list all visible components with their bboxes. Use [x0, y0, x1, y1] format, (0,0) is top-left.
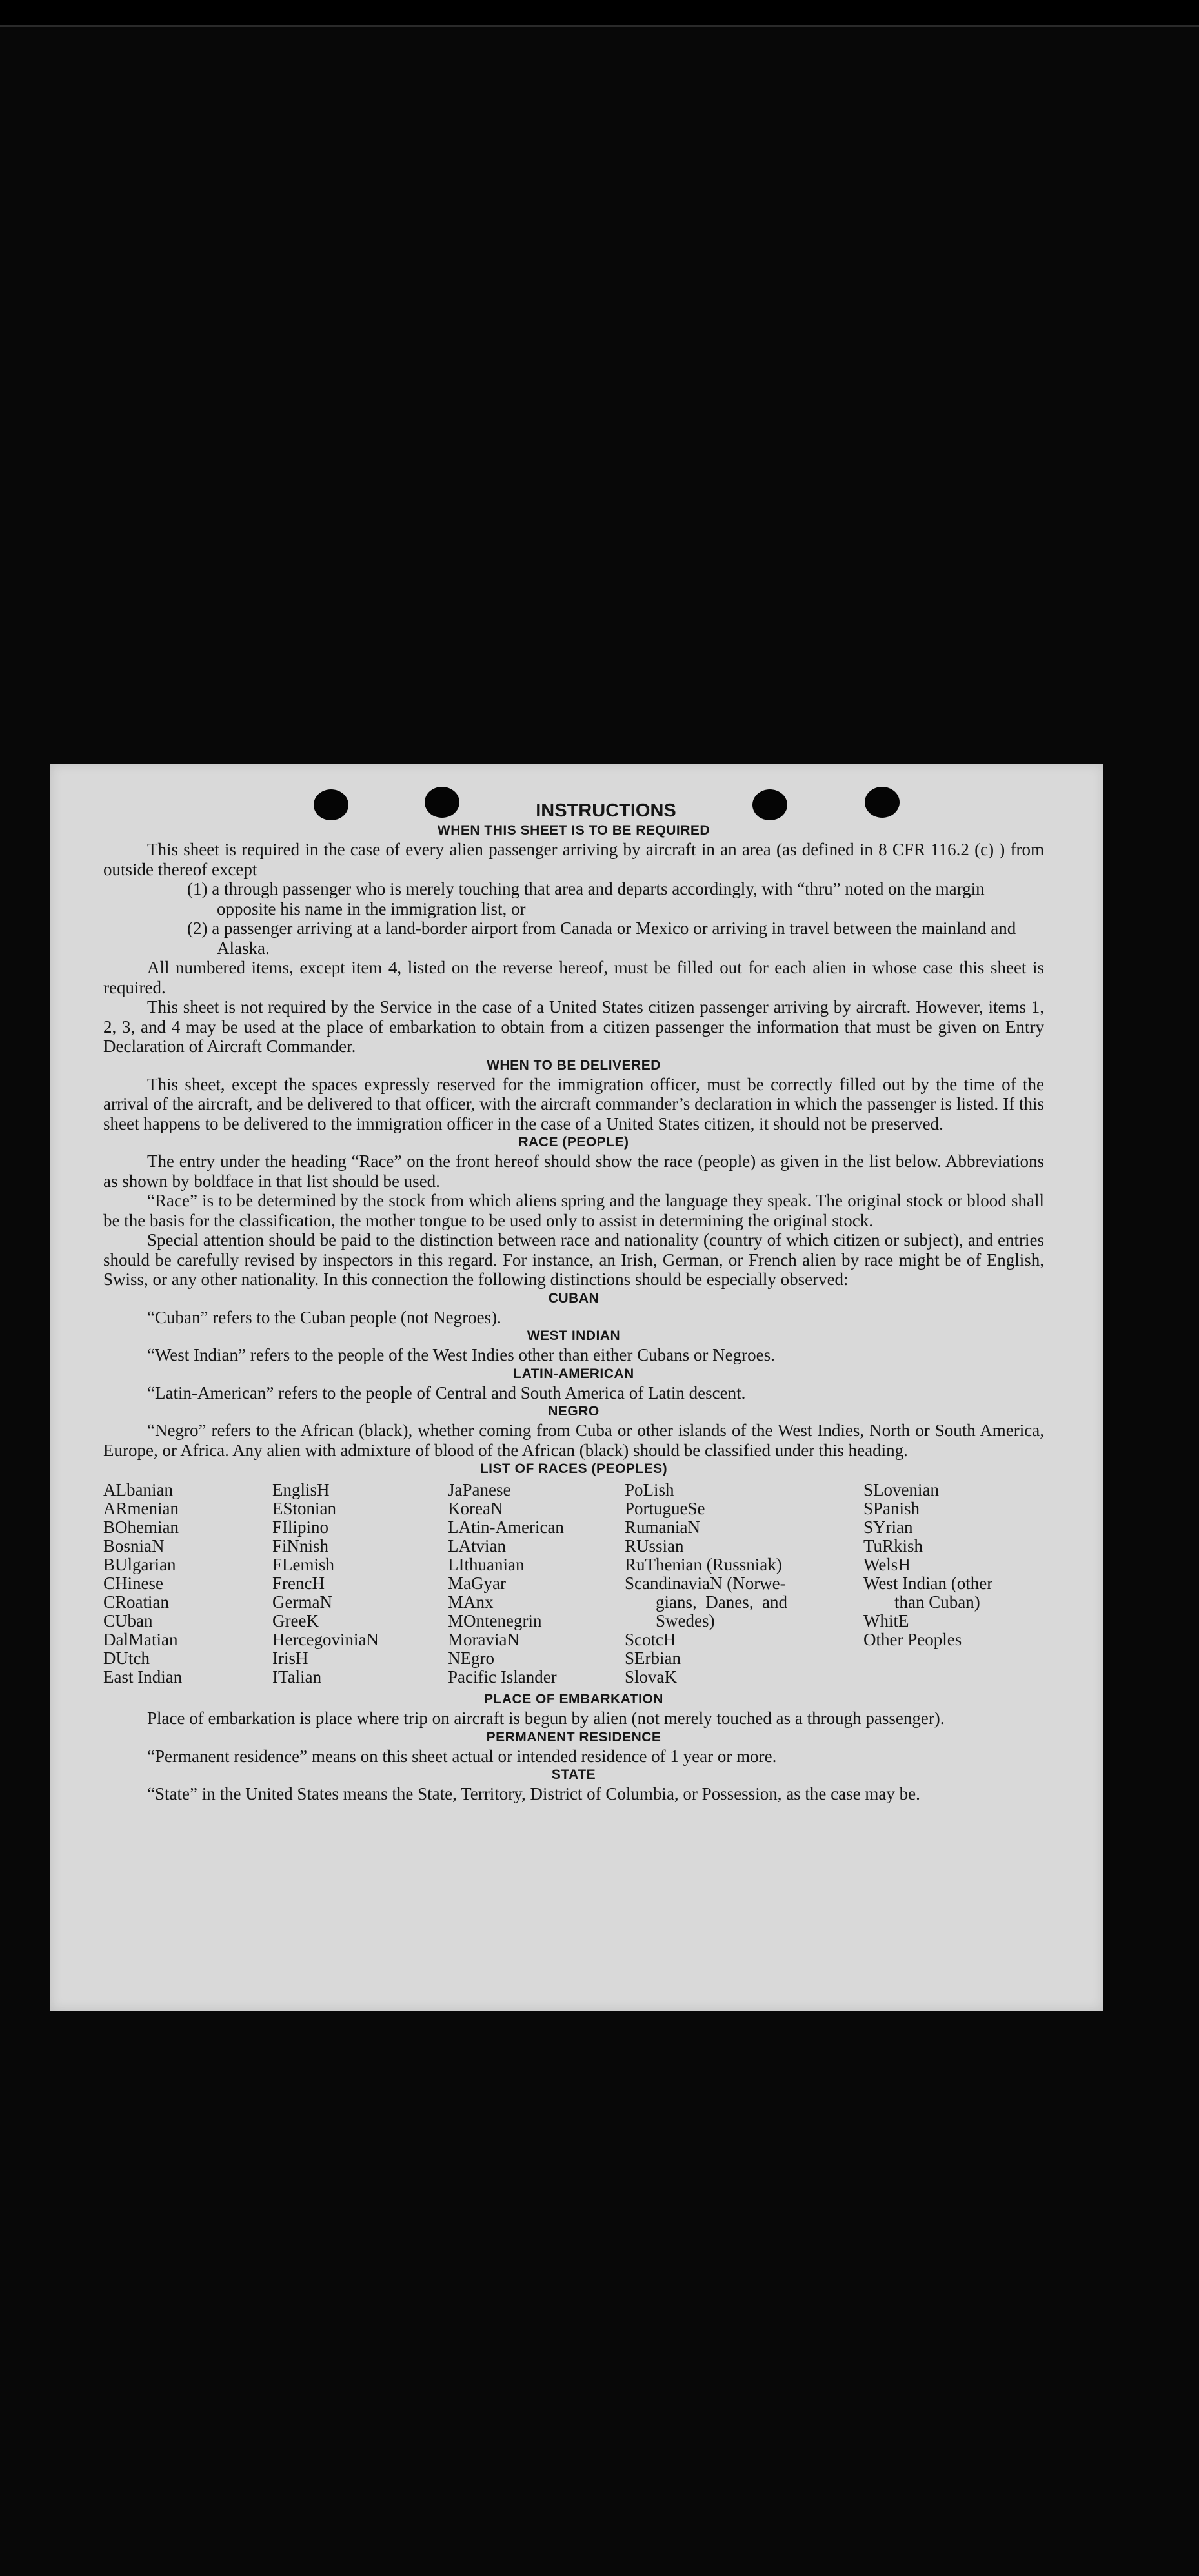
race-entry: FrencH — [272, 1574, 325, 1593]
paragraph: This sheet is not required by the Service in the case of a United States citizen passenger arriving by aircraft. However, items 1, 2, 3, and 4 may be used at the place of embarkation to obtain from a citizen passenger the information that must be given on Entry Declaration of Aircraft Commander. — [103, 997, 1044, 1056]
race-entry: ALbanian — [103, 1480, 173, 1499]
race-entry: West Indian (other — [863, 1574, 993, 1593]
race-entry: WelsH — [863, 1555, 911, 1574]
race-entry: WhitE — [863, 1611, 909, 1630]
races-column — [103, 1481, 272, 1687]
race-entry: East Indian — [103, 1667, 183, 1687]
race-entry: MoraviaN — [448, 1630, 519, 1649]
race-entry: FiNnish — [272, 1536, 329, 1556]
race-entry: BOhemian — [103, 1517, 179, 1537]
race-entry: ScandinaviaN (Norwe- — [625, 1574, 786, 1593]
race-entry: PoLish — [625, 1480, 674, 1499]
section-heading: LIST OF RACES (PEOPLES) — [479, 1461, 668, 1476]
race-entry: LAtvian — [448, 1536, 506, 1556]
race-entry: RumaniaN — [625, 1517, 700, 1537]
paragraph: “Latin-American” refers to the people of Central and South America of Latin descent. — [147, 1383, 746, 1403]
races-column — [863, 1481, 1038, 1687]
numbered-item: (2) a passenger arriving at a land-border airport from Canada or Mexico or arriving in travel between the mainland and Alaska. — [187, 918, 1016, 958]
race-entry: CHinese — [103, 1574, 163, 1593]
paragraph: The entry under the heading “Race” on the front hereof should show the race (people) as given in the list below. Abbreviations as shown by boldface in that list should be used. — [103, 1151, 1044, 1191]
race-entry: LIthuanian — [448, 1555, 525, 1574]
race-entry: SErbian — [625, 1648, 681, 1668]
race-entry: ITalian — [272, 1667, 322, 1687]
race-entry: GreeK — [272, 1611, 319, 1630]
races-column — [448, 1481, 625, 1687]
race-entry: DUtch — [103, 1648, 150, 1668]
document-title: INSTRUCTIONS — [536, 800, 676, 821]
race-entry: DalMatian — [103, 1630, 178, 1649]
race-entry: EStonian — [272, 1499, 336, 1518]
race-entry: CRoatian — [103, 1592, 169, 1612]
paragraph: All numbered items, except item 4, listed on the reverse hereof, must be filled out for each alien in whose case this sheet is required. — [103, 958, 1044, 997]
section-heading: STATE — [551, 1767, 596, 1782]
section-heading: PLACE OF EMBARKATION — [484, 1692, 663, 1707]
race-entry: MAnx — [448, 1592, 494, 1612]
section-heading: RACE (PEOPLE) — [518, 1135, 629, 1150]
paragraph: “Race” is to be determined by the stock from which aliens spring and the language they speak. The original stock or blood shall be the basis for the classification, the mother tongue to be used only to assist in determining the original stock. — [103, 1191, 1044, 1230]
race-entry: CUban — [103, 1611, 153, 1630]
race-entry: ARmenian — [103, 1499, 179, 1518]
race-entry: EnglisH — [272, 1480, 330, 1499]
race-entry: JaPanese — [448, 1480, 511, 1499]
race-entry: RuThenian (Russniak) — [625, 1555, 782, 1574]
section-heading: WHEN THIS SHEET IS TO BE REQUIRED — [437, 823, 710, 838]
race-entry: MOntenegrin — [448, 1611, 542, 1630]
numbered-item: (1) a through passenger who is merely touching that area and departs accordingly, with “thru” noted on the margin opposite his name in the immigration list, or — [187, 879, 985, 918]
races-list — [103, 1481, 1044, 1687]
race-entry: NEgro — [448, 1648, 494, 1668]
race-entry: HercegoviniaN — [272, 1630, 379, 1649]
race-entry: SLovenian — [863, 1480, 939, 1499]
paragraph: Place of embarkation is place where trip on aircraft is begun by alien (not merely touched as a through passenger). — [147, 1709, 945, 1728]
race-entry: FLemish — [272, 1555, 335, 1574]
races-column — [625, 1481, 863, 1687]
race-entry: PortugueSe — [625, 1499, 705, 1518]
paragraph: “West Indian” refers to the people of the West Indies other than either Cubans or Negroes. — [147, 1345, 775, 1364]
races-column — [272, 1481, 448, 1687]
race-entry: SYrian — [863, 1517, 913, 1537]
scan-top-border — [0, 0, 1199, 27]
race-entry: FIlipino — [272, 1517, 329, 1537]
race-entry: GermaN — [272, 1592, 332, 1612]
section-heading: LATIN-AMERICAN — [513, 1366, 634, 1381]
race-entry: than Cuban) — [894, 1592, 980, 1612]
race-entry: ScotcH — [625, 1630, 676, 1649]
paragraph: “State” in the United States means the State, Territory, District of Columbia, or Possession, as the case may be. — [147, 1784, 920, 1803]
paragraph: This sheet is required in the case of every alien passenger arriving by aircraft in an area (as defined in 8 CFR 116.2 (c) ) from outside thereof except — [103, 840, 1044, 879]
section-heading: WEST INDIAN — [527, 1328, 621, 1343]
race-entry: LAtin-American — [448, 1517, 564, 1537]
section-heading: NEGRO — [548, 1404, 600, 1419]
race-entry: BosniaN — [103, 1536, 165, 1556]
race-entry: Other Peoples — [863, 1630, 962, 1649]
race-entry: gians, Danes, and — [656, 1592, 787, 1612]
paragraph: This sheet, except the spaces expressly reserved for the immigration officer, must be correctly filled out by the time of the arrival of the aircraft, and be delivered to that officer, with the aircraft commander’s declaration in which the passenger is listed. If this sheet happens to be delivered to the immigration officer in the case of a United States citizen, it should not be preserved. — [103, 1074, 1044, 1133]
race-entry: SlovaK — [625, 1667, 677, 1687]
paragraph: “Cuban” refers to the Cuban people (not Negroes). — [147, 1307, 501, 1327]
paragraph: “Permanent residence” means on this sheet actual or intended residence of 1 year or more. — [147, 1746, 777, 1766]
section-heading: PERMANENT RESIDENCE — [486, 1729, 661, 1745]
race-entry: BUlgarian — [103, 1555, 176, 1574]
race-entry: KoreaN — [448, 1499, 503, 1518]
paragraph: “Negro” refers to the African (black), whether coming from Cuba or other islands of the West Indies, North or South America, Europe, or Africa. Any alien with admixture of blood of the African (black) should be classified under this heading. — [103, 1421, 1044, 1460]
race-entry: Swedes) — [656, 1611, 715, 1630]
paragraph: Special attention should be paid to the distinction between race and nationality (country of which citizen or subject), and entries should be carefully revised by inspectors in this regard. For instance, an Irish, German, or French alien by race might be of English, Swiss, or any other nationality. In this connection the following distinctions should be especially observed: — [103, 1230, 1044, 1289]
section-heading: CUBAN — [548, 1290, 600, 1306]
race-entry: IrisH — [272, 1648, 308, 1668]
race-entry: TuRkish — [863, 1536, 923, 1556]
race-entry: RUssian — [625, 1536, 684, 1556]
section-heading: WHEN TO BE DELIVERED — [487, 1057, 661, 1073]
race-entry: SPanish — [863, 1499, 920, 1518]
document-sheet — [50, 764, 1103, 2011]
race-entry: MaGyar — [448, 1574, 506, 1593]
race-entry: Pacific Islander — [448, 1667, 557, 1687]
instructions-content — [103, 800, 1044, 1804]
